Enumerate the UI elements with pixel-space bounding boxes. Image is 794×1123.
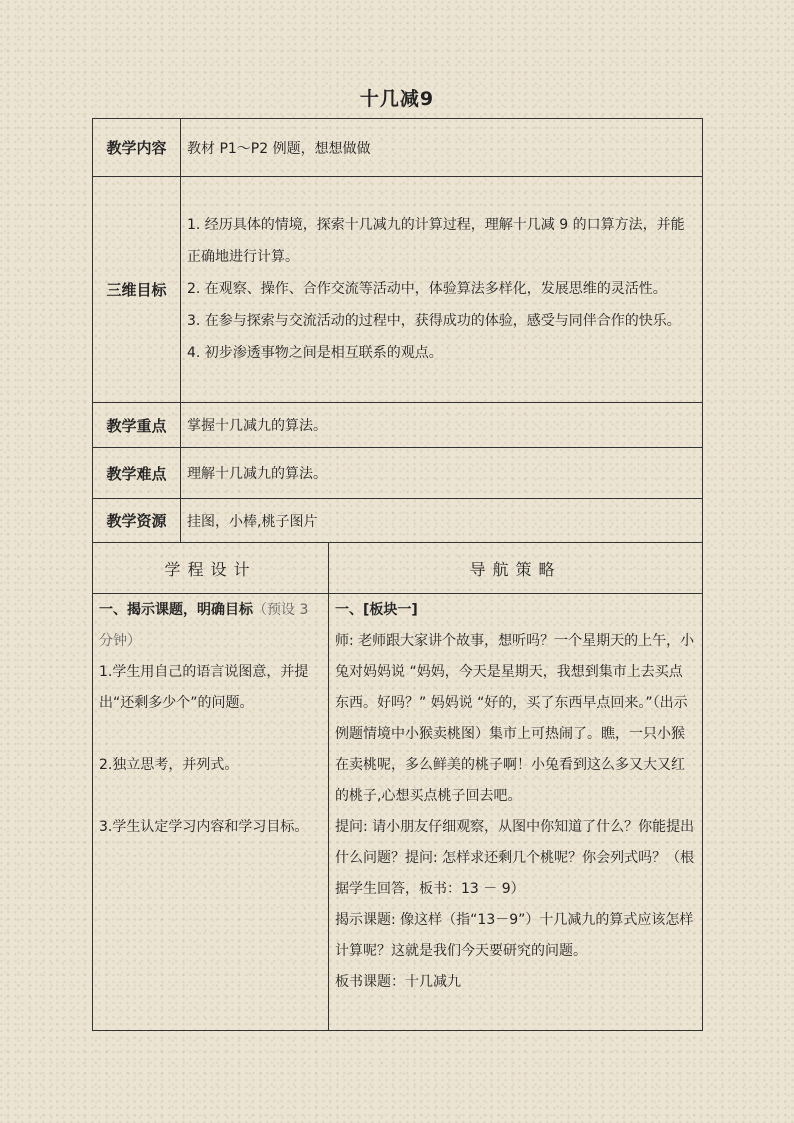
- value-difficulty: 理解十几减九的算法。: [181, 448, 703, 499]
- label-content: 教学内容: [93, 119, 181, 177]
- label-key: 教学重点: [93, 403, 181, 448]
- right-para-4: 板书课题：十几减九: [335, 974, 461, 990]
- header-design: 学程设计: [93, 543, 329, 594]
- value-resources: 挂图，小棒,桃子图片: [181, 499, 703, 543]
- design-table: [92, 542, 703, 1031]
- right-para-2: 提问: 请小朋友仔细观察，从图中你知道了什么？你能提出什么问题？提问: 怎样求还剩几个桃呢？你会列式吗？（根据学生回答，板书：13 － 9）: [335, 819, 695, 897]
- right-para-1: 师: 老师跟大家讲个故事，想听吗？一个星期天的上午，小兔对妈妈说 “妈妈，今天是星期天，我想到集市上去买点东西。好吗？” 妈妈说 “好的，买了东西早点回来。”（出示例题情境中小猴卖桃图）集市上可热闹了。瞧，一只小猴在卖桃呢，多么鲜美的桃子啊！小兔看到这么多又大又红的桃子,心想买点桃子回去吧。: [335, 633, 695, 804]
- left-heading: [99, 595, 322, 657]
- left-step-3: 3.学生认定学习内容和学习目标。: [99, 819, 309, 835]
- label-resources: 教学资源: [93, 499, 181, 543]
- goals-cell: [181, 177, 703, 403]
- goal-item: 2. 在观察、操作、合作交流等活动中，体验算法多样化，发展思维的灵活性。: [187, 281, 667, 297]
- right-para-3: 揭示课题: 像这样（指“13－9”）十几减九的算式应该怎样计算呢？这就是我们今天要研究的问题。: [335, 912, 694, 959]
- header-strategy: 导航策略: [329, 543, 703, 594]
- right-heading: 一、[板块一]: [335, 602, 418, 618]
- lesson-info-table: [92, 118, 703, 543]
- page-title: 十几减9: [359, 88, 435, 110]
- value-content: 教材 P1～P2 例题，想想做做: [181, 119, 703, 177]
- left-heading-note: （预设 3 分钟）: [99, 602, 309, 649]
- goal-item: 4. 初步渗透事物之间是相互联系的观点。: [187, 345, 443, 361]
- left-step-1: 1.学生用自己的语言说图意，并提出“还剩多少个”的问题。: [99, 664, 309, 711]
- goal-item: 3. 在参与探索与交流活动的过程中，获得成功的体验，感受与同伴合作的快乐。: [187, 313, 681, 329]
- goal-item: 1. 经历具体的情境，探索十几减九的计算过程，理解十几减 9 的口算方法，并能正确地进行计算。: [187, 217, 685, 265]
- value-key: 掌握十几减九的算法。: [181, 403, 703, 448]
- label-difficulty: 教学难点: [93, 448, 181, 499]
- design-left-cell: [93, 594, 329, 1031]
- left-step-2: 2.独立思考，并列式。: [99, 757, 239, 773]
- design-right-cell: [329, 594, 703, 1031]
- left-heading-text: 一、揭示课题，明确目标: [99, 602, 253, 618]
- label-goals: 三维目标: [93, 177, 181, 403]
